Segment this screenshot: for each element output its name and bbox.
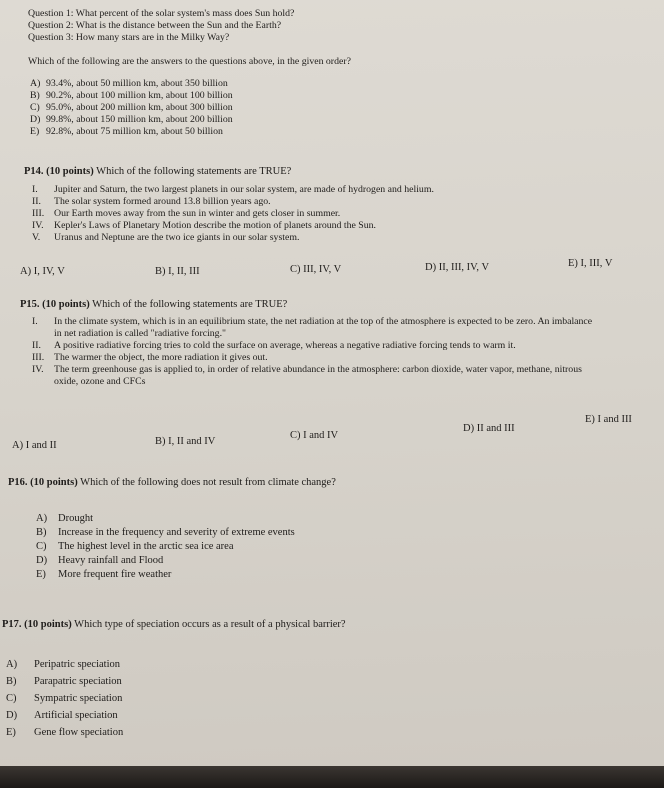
intro-option-a[interactable]: [30, 78, 233, 90]
option-text: Gene flow speciation: [34, 727, 124, 738]
option-label: B): [36, 527, 47, 538]
option-text: Drought: [58, 513, 93, 524]
option-text: Parapatric speciation: [34, 676, 122, 687]
option-text: 90.2%, about 100 million km, about 100 billion: [46, 90, 233, 101]
p14-option-e[interactable]: E) I, III, V: [568, 258, 613, 269]
p14-option-c[interactable]: C) III, IV, V: [290, 264, 342, 275]
intro-questions: [28, 8, 294, 44]
p15-statements: [20, 316, 592, 388]
p14-statement-1: I. Jupiter and Saturn, the two largest planets in our solar system, are made of hydrogen and helium.: [32, 184, 434, 195]
p16-question: [8, 476, 336, 489]
p15-option-b[interactable]: B) I, II and IV: [155, 436, 216, 447]
p15-head: P15. (10 points): [20, 299, 90, 310]
p17-option-b[interactable]: [6, 673, 123, 690]
p17-option-d[interactable]: [6, 707, 123, 724]
option-text: Increase in the frequency and severity of extreme events: [58, 527, 295, 538]
p15-statement-2: II. A positive radiative forcing tries to cold the surface on average, whereas a negative radiative forcing tends to warm it.: [32, 340, 516, 351]
option-label: B): [30, 90, 40, 101]
p16-option-c[interactable]: [36, 540, 295, 554]
p14-statement-5: V. Uranus and Neptune are the two ice giants in our solar system.: [32, 232, 300, 243]
option-text: Artificial speciation: [34, 710, 118, 721]
option-text: 95.0%, about 200 million km, about 300 billion: [46, 102, 233, 113]
option-text: More frequent fire weather: [58, 569, 172, 580]
option-label: E): [30, 126, 40, 137]
intro-question-2: Question 2: What is the distance between the Sun and the Earth?: [28, 20, 282, 31]
option-label: D): [36, 555, 48, 566]
p14-statement-4: IV. Kepler's Laws of Planetary Motion describe the motion of planets around the Sun.: [32, 220, 376, 231]
p14-head: P14. (10 points): [24, 166, 94, 177]
option-label: E): [6, 727, 16, 738]
p14-question: [24, 165, 291, 178]
p17-question: [2, 618, 346, 631]
p16-head: P16. (10 points): [8, 477, 78, 488]
intro-question-3: Question 3: How many stars are in the Milky Way?: [28, 32, 230, 43]
p15-option-a[interactable]: A) I and II: [12, 440, 57, 451]
p15-statement-3: III. The warmer the object, the more radiation it gives out.: [32, 352, 268, 363]
p15-question-text: Which of the following statements are TRUE?: [92, 299, 288, 310]
option-label: A): [36, 513, 48, 524]
p15-statement-1: I. In the climate system, which is in an equilibrium state, the net radiation at the top of the atmosphere is expected to be zero. An imbalance in net radiation is called "radiative forcing.": [32, 316, 593, 339]
intro-prompt: Which of the following are the answers to the questions above, in the given order?: [28, 56, 351, 67]
option-label: A): [30, 78, 41, 89]
p15-option-c[interactable]: C) I and IV: [290, 430, 339, 441]
option-label: C): [30, 102, 40, 113]
p17-option-c[interactable]: [6, 690, 123, 707]
option-label: E): [36, 569, 46, 580]
option-label: D): [30, 114, 41, 125]
p16-options: [36, 512, 295, 582]
desk-edge: [0, 766, 664, 788]
p16-option-d[interactable]: [36, 554, 295, 568]
intro-option-c[interactable]: [30, 102, 233, 114]
option-label: B): [6, 676, 17, 687]
p17-option-e[interactable]: [6, 724, 123, 741]
option-text: 92.8%, about 75 million km, about 50 billion: [46, 126, 223, 137]
option-text: 93.4%, about 50 million km, about 350 billion: [46, 78, 228, 89]
p17-question-text: Which type of speciation occurs as a result of a physical barrier?: [74, 619, 346, 630]
intro-option-e[interactable]: [30, 126, 233, 138]
intro-question-1: Question 1: What percent of the solar system's mass does Sun hold?: [28, 8, 295, 19]
option-label: D): [6, 710, 18, 721]
p14-option-b[interactable]: B) I, II, III: [155, 266, 200, 277]
option-text: Peripatric speciation: [34, 659, 121, 670]
p14-option-d[interactable]: D) II, III, IV, V: [425, 262, 490, 273]
p14-statements: [20, 184, 434, 244]
p17-option-a[interactable]: [6, 656, 123, 673]
p17-head: P17. (10 points): [2, 619, 72, 630]
intro-options: [30, 78, 233, 138]
option-label: A): [6, 659, 18, 670]
option-label: C): [6, 693, 17, 704]
p15-option-d[interactable]: D) II and III: [463, 423, 515, 434]
option-text: The highest level in the arctic sea ice area: [58, 541, 234, 552]
p15-statement-4: IV. The term greenhouse gas is applied to, in order of relative abundance in the atmosphere: carbon dioxide, water vapor, methane, nitrous oxide, ozone and CFCs: [32, 364, 582, 387]
p17-options: [6, 656, 123, 741]
p16-option-e[interactable]: [36, 568, 295, 582]
option-text: Heavy rainfall and Flood: [58, 555, 164, 566]
p15-question: [20, 298, 287, 311]
p15-option-e[interactable]: E) I and III: [585, 414, 632, 425]
option-label: C): [36, 541, 47, 552]
p16-option-b[interactable]: [36, 526, 295, 540]
option-text: Sympatric speciation: [34, 693, 123, 704]
p14-statement-2: II. The solar system formed around 13.8 billion years ago.: [32, 196, 271, 207]
p16-option-a[interactable]: [36, 512, 295, 526]
p14-option-a[interactable]: A) I, IV, V: [20, 266, 65, 277]
option-text: 99.8%, about 150 million km, about 200 billion: [46, 114, 233, 125]
p14-statement-3: III. Our Earth moves away from the sun in winter and gets closer in summer.: [32, 208, 341, 219]
intro-option-d[interactable]: [30, 114, 233, 126]
p14-question-text: Which of the following statements are TRUE?: [96, 166, 292, 177]
intro-option-b[interactable]: [30, 90, 233, 102]
p16-question-text: Which of the following does not result from climate change?: [80, 477, 336, 488]
